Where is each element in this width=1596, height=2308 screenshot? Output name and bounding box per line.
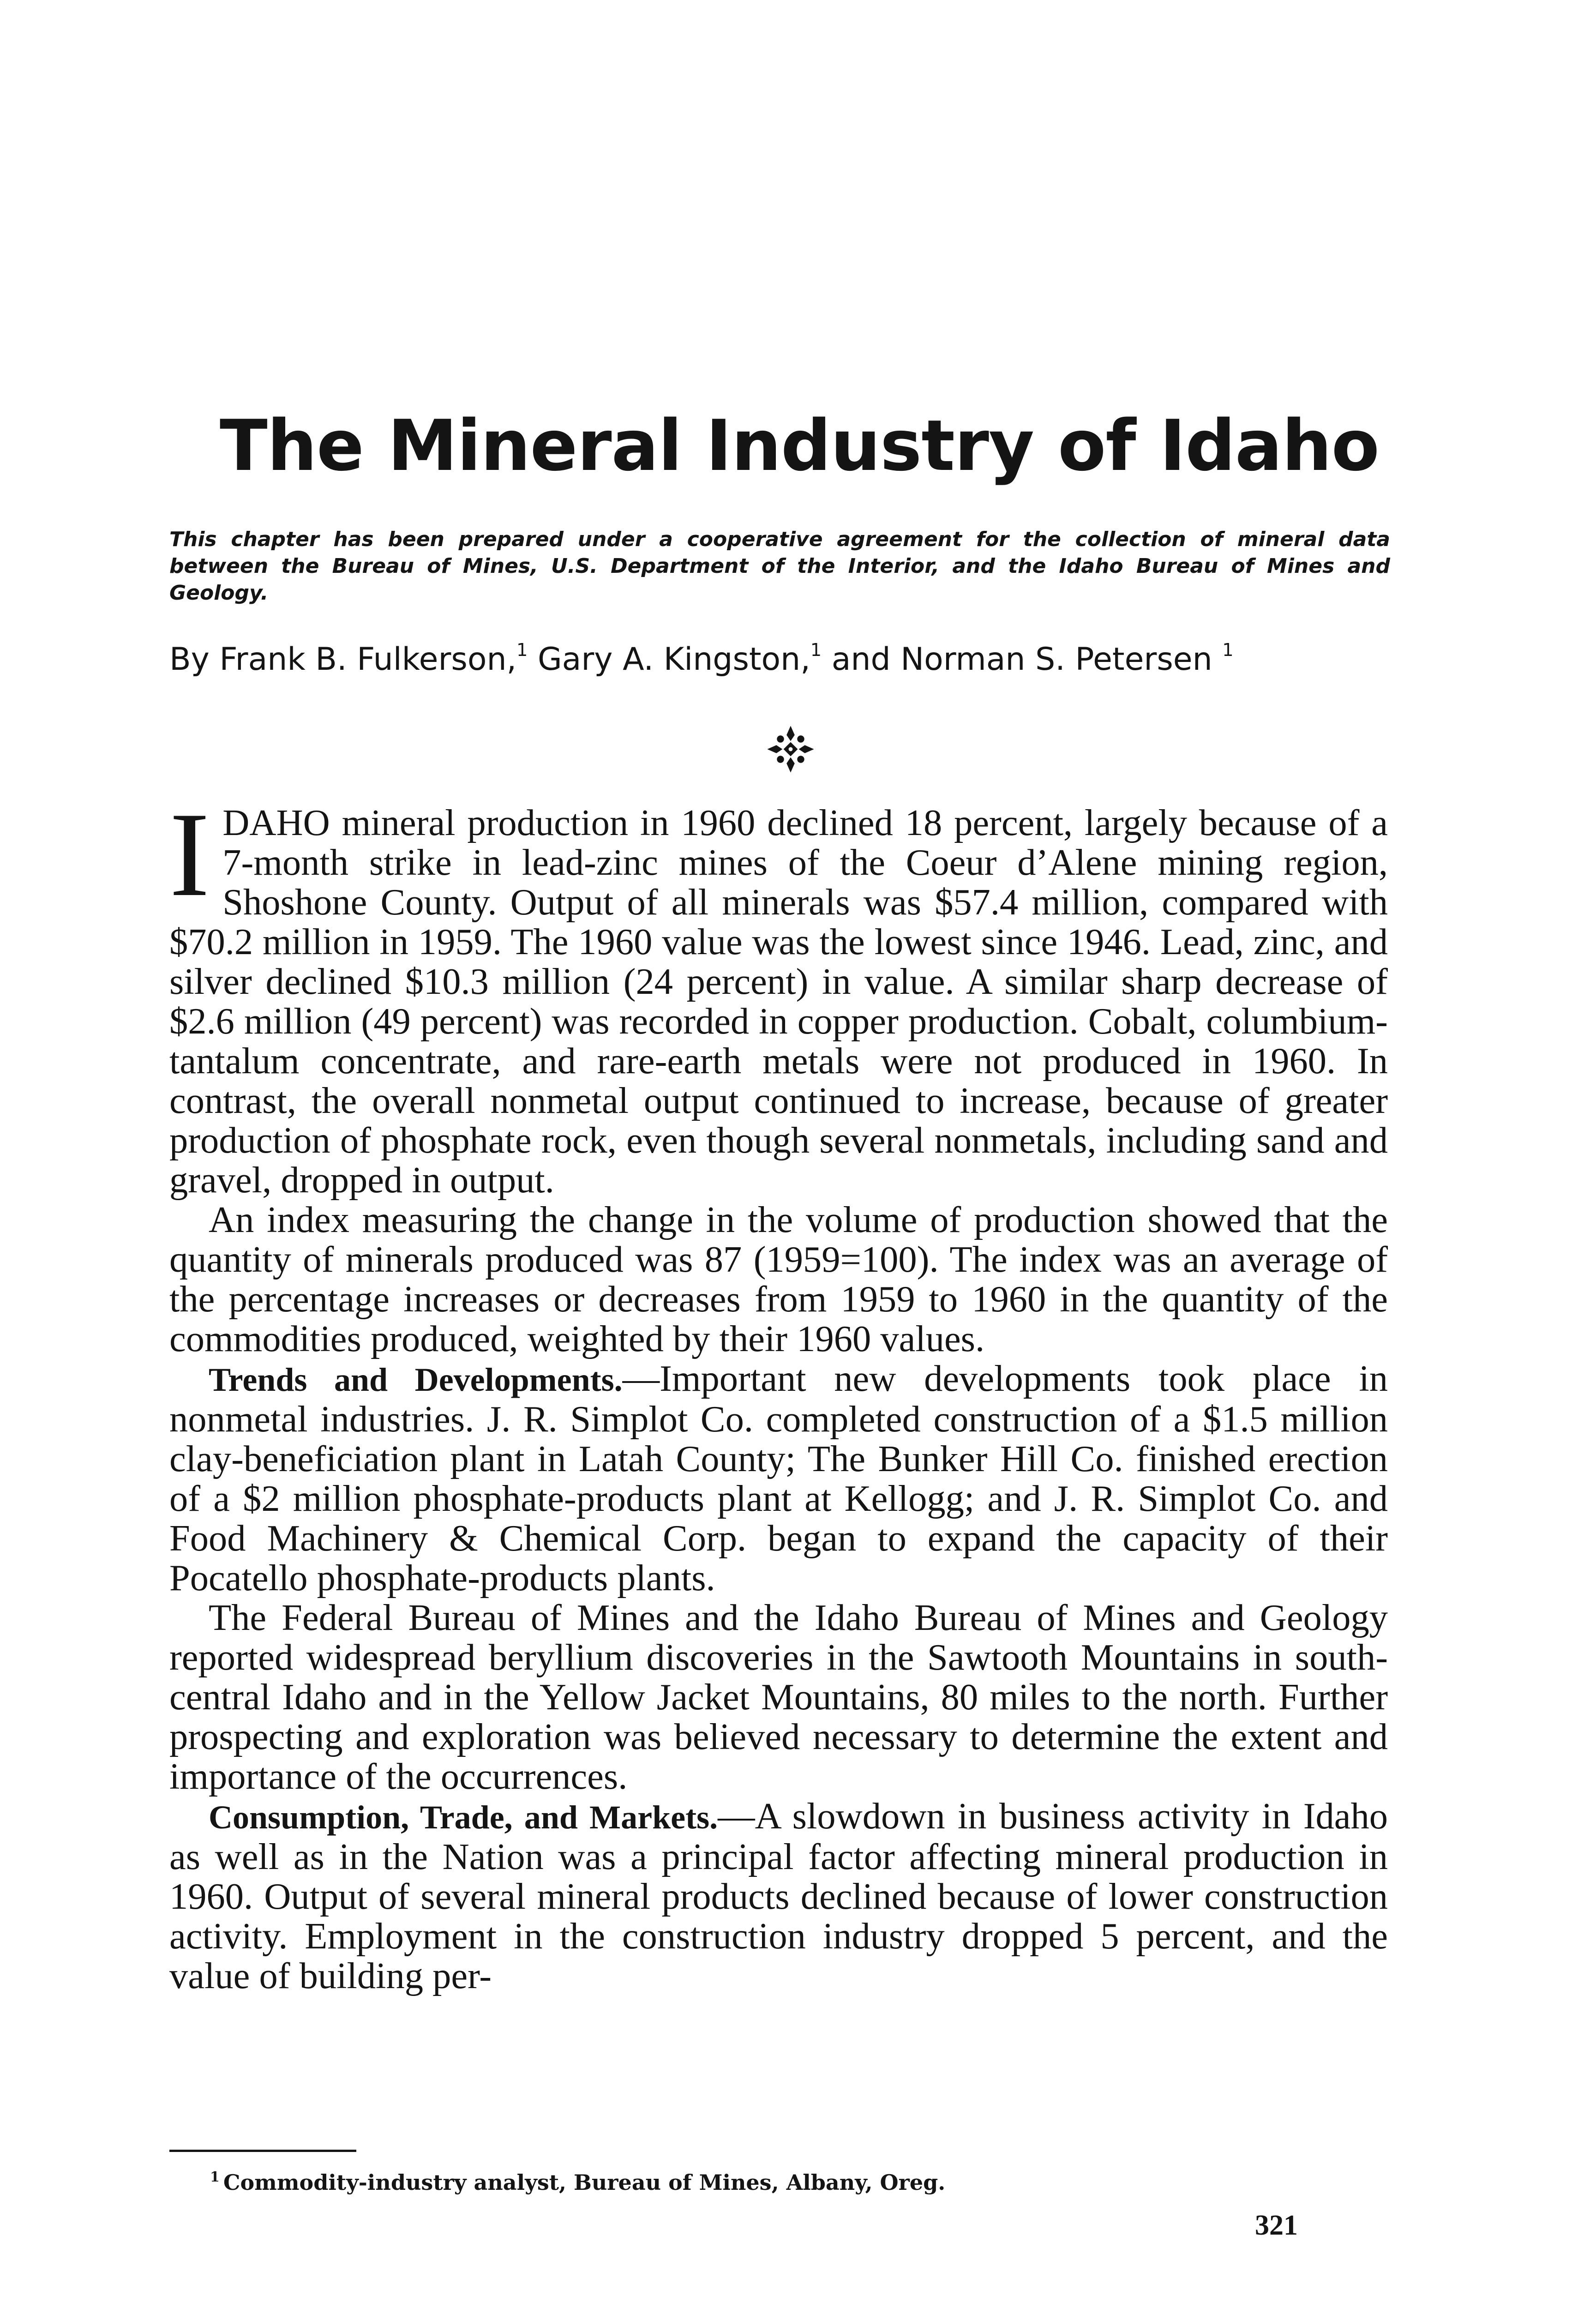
section-run-in-heading: Trends and Developments. — [209, 1361, 623, 1398]
paragraph-text: The Federal Bureau of Mines and the Idaho Bureau of Mines and Geology reported widespread beryllium discoveries in the Sawtooth Mountains in south-central Idaho and in the Yellow Jacket Mountains, 80 miles to the north. Further prospecting and exploration was believed necessary to determine the extent and importance of the occurrences. — [169, 1597, 1388, 1797]
footnote — [210, 2169, 946, 2195]
paragraph-text: —A slowdown in business activity in Idaho as well as in the Nation was a principal factor affecting mineral production in 1960. Output of several mineral products declined because of lower construction activity. Employment in the construction industry dropped 5 percent, and the value of building per- — [169, 1796, 1388, 1996]
footnote-divider — [169, 2150, 356, 2152]
footnote-mark: 1 — [1222, 640, 1234, 660]
footnote-mark: 1 — [516, 640, 528, 660]
drop-cap: I — [169, 787, 210, 921]
footnote-mark: 1 — [210, 2169, 220, 2185]
footnote-text: Commodity-industry analyst, Bureau of Mines, Albany, Oreg. — [223, 2170, 946, 2195]
cooperative-agreement-note: This chapter has been prepared under a cooperative agreement for the collection of mineral data between the Bureau of Mines, U.S. Department of the Interior, and the Idaho Bureau of Mines and Geology. — [169, 528, 1390, 605]
body-paragraph — [169, 1359, 1388, 1598]
fleuron-ornament-icon — [765, 724, 816, 775]
byline-prefix: By — [169, 641, 220, 678]
paragraph-text: An index measuring the change in the volume of production showed that the quantity of minerals produced was 87 (1959=100). The index was an average of the percentage increases or decreases from 1959 to 1960 in the quantity of the commodities produced, weighted by their 1960 values. — [169, 1199, 1388, 1359]
body-paragraph — [169, 1797, 1388, 1996]
author-name: Gary A. Kingston, — [537, 641, 810, 678]
section-run-in-heading: Consumption, Trade, and Markets. — [209, 1799, 718, 1836]
body-paragraph — [169, 787, 1388, 1201]
author-name: and Norman S. Petersen — [831, 641, 1212, 678]
paragraph-text: DAHO mineral production in 1960 declined 18 percent, largely because of a 7-month strike in lead-zinc mines of the Coeur d’Alene mining region, Shoshone County. Output of all minerals was $57.4 million, compared with $70.2 million in 1959. The 1960 value was the lowest since 1946. Lead, zinc, and silver declined $10.3 million (24 percent) in value. A similar sharp decrease of $2.6 million (49 percent) was recorded in copper production. Cobalt, columbium-tantalum concentrate, and rare-earth metals were not produced in 1960. In contrast, the overall nonmetal output continued to increase, because of greater production of phosphate rock, even though several nonmetals, including sand and gravel, dropped in output. — [169, 802, 1388, 1201]
body-paragraph — [169, 1598, 1388, 1797]
footnote-mark: 1 — [810, 640, 822, 660]
author-name: Frank B. Fulkerson, — [219, 641, 517, 678]
page-number: 321 — [1255, 2210, 1298, 2241]
author-byline — [169, 640, 1416, 678]
chapter-title: The Mineral Industry of Idaho — [219, 405, 1380, 487]
body-paragraph — [169, 1200, 1388, 1359]
article-body — [169, 787, 1388, 1996]
paragraph-text: —Important new developments took place in nonmetal industries. J. R. Simplot Co. completed construction of a $1.5 million clay-beneficiation plant in Latah County; The Bunker Hill Co. finished erection of a $2 million phosphate-products plant at Kellogg; and J. R. Simplot Co. and Food Machinery & Chemical Corp. began to expand the capacity of their Pocatello phosphate-products plants. — [169, 1358, 1388, 1599]
